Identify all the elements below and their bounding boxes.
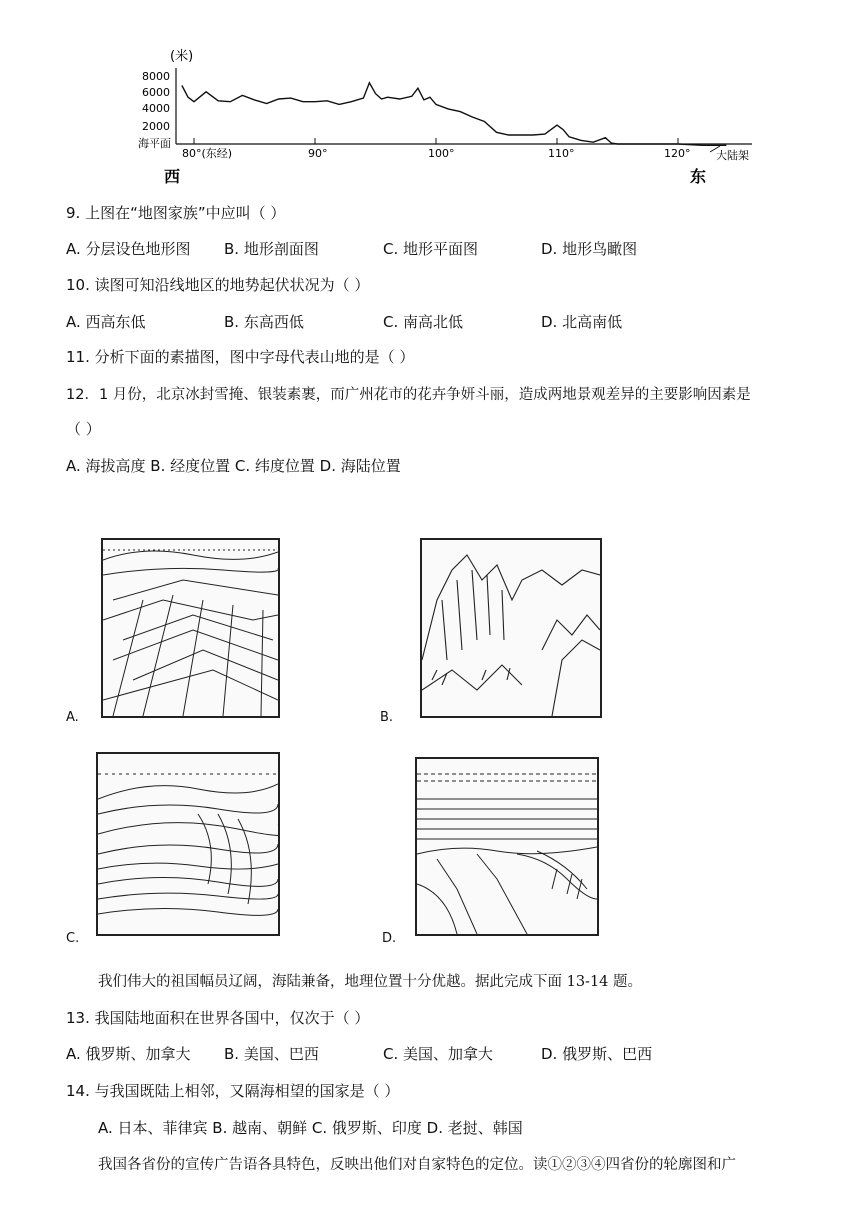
y-tick-2000: 2000: [142, 120, 170, 133]
x-tick-120: 120°: [664, 147, 691, 160]
q9-option-a[interactable]: A. 分层设色地形图: [66, 240, 191, 258]
y-tick-6000: 6000: [142, 86, 170, 99]
sketch-b-mountains: [420, 538, 602, 718]
q13-option-d[interactable]: D. 俄罗斯、巴西: [541, 1045, 653, 1063]
east-label: 东: [690, 167, 707, 186]
q10-option-b[interactable]: B. 东高西低: [224, 313, 304, 331]
q10-option-c[interactable]: C. 南高北低: [383, 313, 464, 331]
sketch-a-plain-fields: [101, 538, 280, 718]
y-tick-8000: 8000: [142, 70, 170, 83]
y-unit-label: (米): [170, 49, 194, 64]
shelf-label: 大陆架: [716, 149, 749, 162]
q12-options[interactable]: A. 海拔高度 B. 经度位置 C. 纬度位置 D. 海陆位置: [66, 457, 401, 475]
x-tick-110: 110°: [548, 147, 575, 160]
x-tick-80: 80°(东经): [182, 147, 233, 160]
q10-option-a[interactable]: A. 西高东低: [66, 313, 146, 331]
q13-option-a[interactable]: A. 俄罗斯、加拿大: [66, 1045, 191, 1063]
x-tick-90: 90°: [308, 147, 328, 160]
profile-line: [182, 83, 727, 146]
intro-13-14: 我们伟大的祖国幅员辽阔，海陆兼备，地理位置十分优越。据此完成下面 13-14 题。: [98, 974, 643, 990]
q11-stem: 11. 分析下面的素描图，图中字母代表山地的是（ ）: [66, 348, 415, 366]
q13-option-b[interactable]: B. 美国、巴西: [224, 1045, 319, 1063]
q13-option-c[interactable]: C. 美国、加拿大: [383, 1045, 494, 1063]
y-tick-4000: 4000: [142, 102, 170, 115]
profile-chart: [130, 40, 760, 190]
q13-stem: 13. 我国陆地面积在世界各国中，仅次于（ ）: [66, 1009, 370, 1027]
q9-stem: 9. 上图在“地图家族”中应叫（ ）: [66, 204, 286, 222]
x-tick-100: 100°: [428, 147, 455, 160]
q10-stem: 10. 读图可知沿线地区的地势起伏状况为（ ）: [66, 276, 370, 294]
sketch-a-label: A.: [66, 710, 79, 725]
sea-level-label: 海平面: [138, 137, 171, 150]
last-paragraph-line: 我国各省份的宣传广告语各具特色，反映出他们对自家特色的定位。读①②③④四省份的轮廓图和广: [98, 1157, 736, 1173]
q14-stem: 14. 与我国既陆上相邻，又隔海相望的国家是（ ）: [66, 1082, 400, 1100]
q12-stem-paren: （ ）: [66, 420, 101, 438]
q9-option-c[interactable]: C. 地形平面图: [383, 240, 479, 258]
q10-option-d[interactable]: D. 北高南低: [541, 313, 623, 331]
q14-options[interactable]: A. 日本、菲律宾 B. 越南、朝鲜 C. 俄罗斯、印度 D. 老挝、韩国: [98, 1119, 523, 1137]
sketch-c-terraced-hills: [96, 752, 280, 936]
q9-option-d[interactable]: D. 地形鸟瞰图: [541, 240, 638, 258]
sketch-b-label: B.: [380, 710, 394, 725]
sketch-d-plateau: [415, 757, 599, 936]
sketch-d-label: D.: [382, 931, 397, 946]
q12-stem: 12．1 月份，北京冰封雪掩、银装素裹，而广州花市的花卉争妍斗丽，造成两地景观差异的主要影响因素是: [66, 387, 751, 403]
sketch-c-label: C.: [66, 931, 80, 946]
west-label: 西: [164, 167, 181, 186]
q9-option-b[interactable]: B. 地形剖面图: [224, 240, 319, 258]
